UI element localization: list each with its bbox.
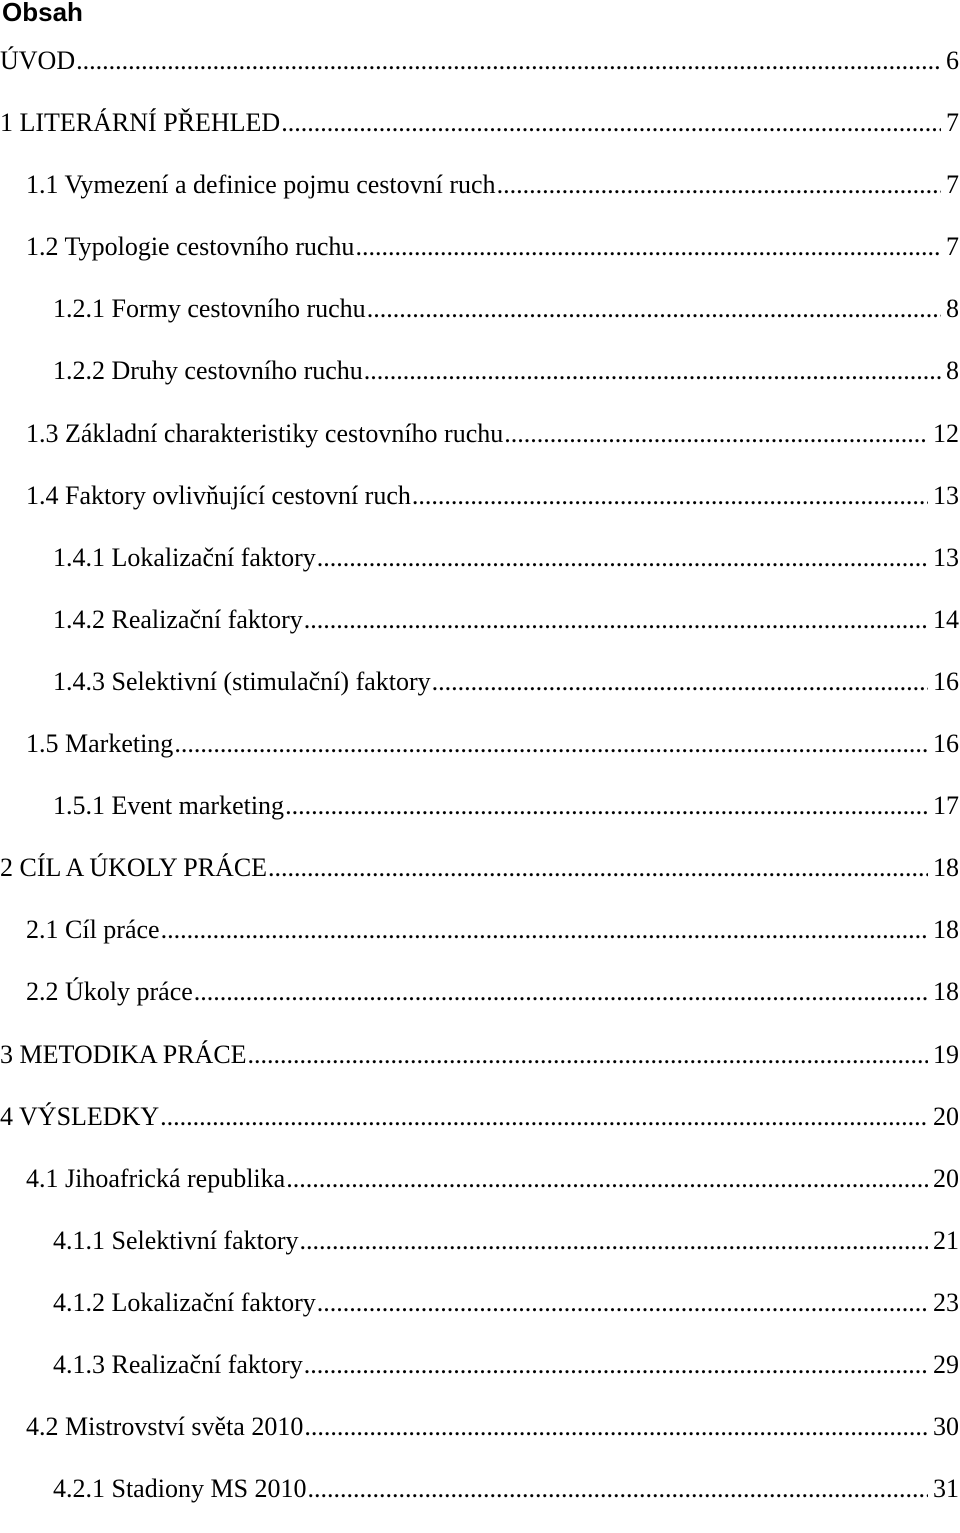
toc-entry-title: 1.3 Základní charakteristiky cestovního ruchu	[26, 418, 504, 448]
toc-entry-title: 4.2 Mistrovství světa 2010	[26, 1412, 304, 1442]
toc-entry-page-number: 21	[933, 1225, 959, 1255]
toc-entry[interactable]	[0, 912, 959, 974]
toc-entry-title: 1.4.1 Lokalizační faktory	[53, 542, 316, 572]
toc-dot-leader	[412, 478, 928, 514]
toc-entry[interactable]	[0, 1347, 959, 1409]
toc-entry[interactable]	[0, 416, 959, 478]
toc-entry-page-number: 7	[946, 108, 959, 138]
toc-dot-leader	[268, 850, 928, 886]
toc-entry-page-number: 13	[933, 542, 959, 572]
toc-entry[interactable]	[0, 1161, 959, 1223]
toc-entry-page-number: 23	[933, 1287, 959, 1317]
toc-entry-title: 1 LITERÁRNÍ PŘEHLED	[0, 108, 281, 138]
toc-entry-page-number: 7	[946, 170, 959, 200]
toc-entry-title: 4.1.1 Selektivní faktory	[53, 1225, 299, 1255]
toc-entry-title: ÚVOD	[0, 46, 76, 75]
toc-entry-title: 2 CÍL A ÚKOLY PRÁCE	[0, 853, 268, 883]
toc-entry[interactable]	[0, 1099, 959, 1161]
toc-entry[interactable]	[0, 788, 959, 850]
toc-entry[interactable]	[0, 726, 959, 788]
toc-entry[interactable]	[0, 540, 959, 602]
toc-entry-page-number: 20	[933, 1163, 959, 1193]
toc-entry-title: 4 VÝSLEDKY	[0, 1101, 160, 1131]
toc-entry[interactable]	[0, 353, 959, 415]
toc-entry[interactable]	[0, 1285, 959, 1347]
toc-entry-page-number: 16	[933, 666, 959, 696]
toc-entry-page-number: 18	[933, 977, 959, 1007]
toc-dot-leader	[304, 1347, 928, 1383]
toc-entry-page-number: 31	[933, 1474, 959, 1504]
toc-entry[interactable]	[0, 974, 959, 1036]
toc-dot-leader	[432, 664, 928, 700]
toc-dot-leader	[367, 291, 941, 327]
toc-entry[interactable]	[0, 1037, 959, 1099]
toc-entry-page-number: 6	[946, 46, 959, 75]
toc-entry-title: 4.1.3 Realizační faktory	[53, 1349, 303, 1379]
toc-entry-page-number: 18	[933, 853, 959, 883]
toc-entry-title: 2.1 Cíl práce	[26, 915, 160, 945]
toc-dot-leader	[194, 974, 928, 1010]
toc-entry-page-number: 7	[946, 232, 959, 262]
toc-entry-title: 1.4.3 Selektivní (stimulační) faktory	[53, 666, 431, 696]
toc-entry-title: 1.4.2 Realizační faktory	[53, 604, 303, 634]
toc-entry[interactable]	[0, 291, 959, 353]
toc-entry-title: 1.2.1 Formy cestovního ruchu	[53, 294, 366, 324]
toc-entry[interactable]	[0, 1409, 959, 1471]
toc-entry-title: 4.2.1 Stadiony MS 2010	[53, 1474, 307, 1504]
toc-entry-title: 1.2 Typologie cestovního ruchu	[26, 232, 355, 262]
toc-entry-title: 1.5 Marketing	[26, 729, 174, 759]
toc-dot-leader	[317, 1285, 928, 1321]
toc-entry-title: 2.2 Úkoly práce	[26, 977, 193, 1007]
toc-dot-leader	[160, 1099, 928, 1135]
toc-entry-page-number: 13	[933, 480, 959, 510]
toc-entry-title: 1.4 Faktory ovlivňující cestovní ruch	[26, 480, 411, 510]
toc-entry-page-number: 12	[933, 418, 959, 448]
toc-dot-leader	[76, 43, 941, 79]
toc-dot-leader	[317, 540, 928, 576]
toc-entry[interactable]	[0, 602, 959, 664]
toc-entry-title: 1.2.2 Druhy cestovního ruchu	[53, 356, 363, 386]
toc-dot-leader	[281, 105, 941, 141]
toc-entry-page-number: 19	[933, 1039, 959, 1069]
toc-dot-leader	[308, 1471, 928, 1507]
toc-entry-page-number: 20	[933, 1101, 959, 1131]
toc-entry-page-number: 18	[933, 915, 959, 945]
toc-entry-page-number: 17	[933, 791, 959, 821]
toc-dot-leader	[248, 1037, 928, 1073]
toc-dot-leader	[286, 1161, 928, 1197]
toc-entry-page-number: 16	[933, 729, 959, 759]
toc-dot-leader	[300, 1223, 928, 1259]
toc-dot-leader	[304, 602, 928, 638]
toc-entry-title: 4.1.2 Lokalizační faktory	[53, 1287, 316, 1317]
toc-entry-title: 4.1 Jihoafrická republika	[26, 1163, 286, 1193]
toc-entry[interactable]	[0, 43, 959, 105]
toc-entry[interactable]	[0, 105, 959, 167]
toc-entry[interactable]	[0, 229, 959, 291]
toc-entry[interactable]	[0, 1223, 959, 1285]
toc-entry-title: 3 METODIKA PRÁCE	[0, 1039, 247, 1069]
toc-heading: Obsah	[2, 0, 83, 27]
toc-entry[interactable]	[0, 478, 959, 540]
toc-entry-page-number: 8	[946, 294, 959, 324]
toc-entry-page-number: 29	[933, 1349, 959, 1379]
toc-dot-leader	[355, 229, 941, 265]
toc-entry-page-number: 14	[933, 604, 959, 634]
toc-entry[interactable]	[0, 664, 959, 726]
toc-dot-leader	[504, 416, 928, 452]
toc-entry-page-number: 8	[946, 356, 959, 386]
toc-dot-leader	[174, 726, 928, 762]
toc-entry-title: 1.1 Vymezení a definice pojmu cestovní ruch	[26, 170, 496, 200]
toc-dot-leader	[497, 167, 941, 203]
toc-entry-page-number: 30	[933, 1412, 959, 1442]
toc-entry[interactable]	[0, 850, 959, 912]
toc-list	[0, 43, 959, 1533]
toc-dot-leader	[304, 1409, 928, 1445]
toc-entry[interactable]	[0, 167, 959, 229]
toc-dot-leader	[161, 912, 928, 948]
toc-dot-leader	[285, 788, 928, 824]
toc-dot-leader	[364, 353, 941, 389]
toc-entry[interactable]	[0, 1471, 959, 1533]
toc-entry-title: 1.5.1 Event marketing	[53, 791, 285, 821]
